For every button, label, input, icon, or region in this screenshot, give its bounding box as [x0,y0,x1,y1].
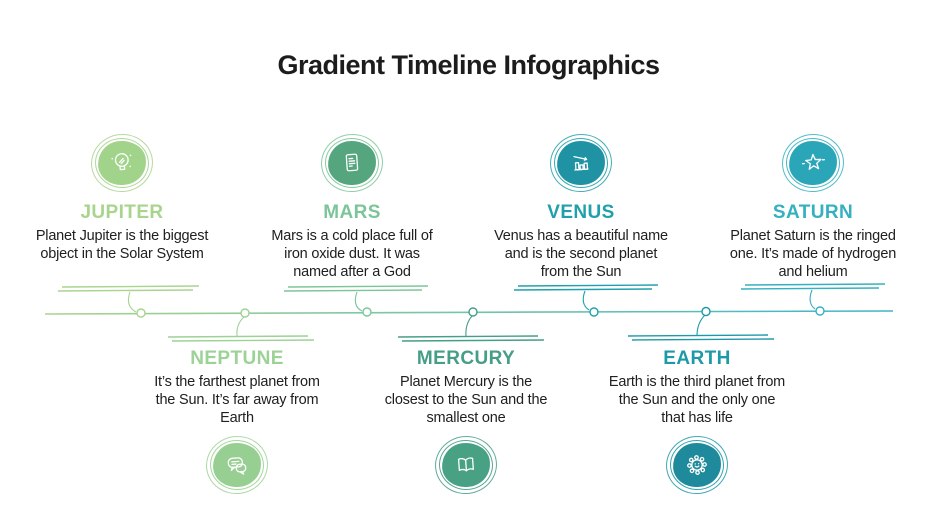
bar-chart-icon [565,147,597,179]
jupiter-icon-badge [91,134,153,192]
timeline-item-jupiter [27,134,217,264]
item-description: Mars is a cold place full of iron oxide dust. It was named after a God [271,228,433,280]
item-description: Planet Mercury is the closest to the Sun and the smallest one [384,374,548,426]
timeline-node-venus [590,308,598,316]
item-description: It’s the farthest planet from the Sun. It’s far away from Earth [154,374,320,426]
timeline-node-mars [363,308,371,316]
timeline-item-venus [486,134,676,282]
timeline-item-saturn [718,134,908,282]
mars-connector [284,286,428,316]
timeline-item-neptune [142,348,332,494]
timeline-item-mars [257,134,447,282]
document-icon [336,147,368,179]
gear-icon [681,449,713,481]
item-title: MARS [323,202,381,223]
mercury-icon-badge [435,436,497,494]
timeline-node-mercury [469,308,477,316]
item-title: MERCURY [416,348,516,369]
timeline-node-saturn [816,307,824,315]
timeline-item-earth [602,348,792,494]
item-title: NEPTUNE [190,348,284,369]
item-title: EARTH [663,348,731,369]
timeline-node-neptune [241,309,249,317]
mars-icon-badge [321,134,383,192]
item-title: JUPITER [80,202,164,223]
open-book-icon [450,449,482,481]
timeline-node-earth [702,308,710,316]
neptune-icon-badge [206,436,268,494]
item-description: Planet Saturn is the ringed one. It’s made of hydrogen and helium [729,228,897,280]
venus-icon-badge [550,134,612,192]
slide-title: Gradient Timeline Infographics [277,50,660,80]
earth-icon-badge [666,436,728,494]
jupiter-connector [58,286,199,317]
timeline-node-jupiter [137,309,145,317]
lightbulb-icon [106,147,138,179]
item-title: VENUS [547,202,615,223]
item-description: Venus has a beautiful name and is the second planet from the Sun [494,228,668,280]
item-description: Earth is the third planet from the Sun and the only one that has life [608,374,786,426]
timeline-item-mercury [371,348,561,494]
item-description: Planet Jupiter is the biggest object in the Solar System [35,228,209,262]
star-icon [797,147,829,179]
item-title: SATURN [772,202,854,223]
chat-bubbles-icon [221,449,253,481]
saturn-icon-badge [782,134,844,192]
